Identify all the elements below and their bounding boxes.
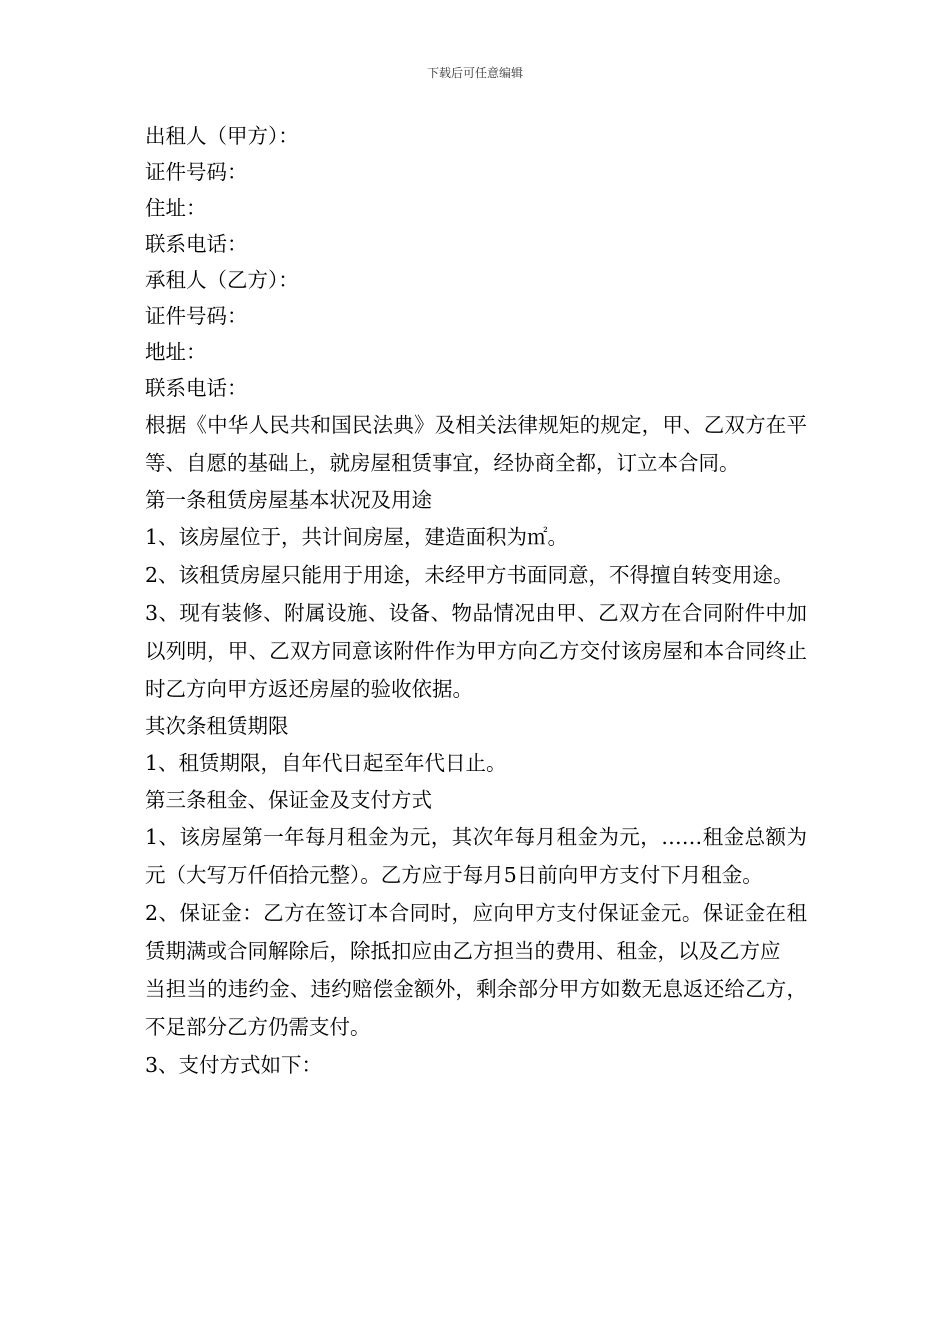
lessee-phone-label: 联系电话： — [145, 376, 248, 400]
article-3-clause-2-continued: 当担当的违约金、违约赔偿金额外，剩余部分甲方如数无息返还给乙方，不足部分乙方仍需支付。 — [145, 977, 807, 1039]
lessee-address-label: 地址： — [145, 340, 207, 364]
preamble-paragraph: 根据《中华人民共和国民法典》及相关法律规矩的规定，甲、乙双方在平等、自愿的基础上，就房屋租赁事宜，经协商全都，订立本合同。 — [145, 413, 807, 475]
lessor-id-number-label: 证件号码： — [145, 160, 248, 184]
page-header: 下载后可任意编辑 — [426, 66, 523, 80]
article-3-clause-1: 1、该房屋第一年每月租金为元，其次年每月租金为元，……租金总额为元（大写万仟佰拾元整）。乙方应于每月5日前向甲方支付下月租金。 — [145, 825, 807, 887]
article-1-heading: 第一条租赁房屋基本状况及用途 — [145, 488, 432, 512]
document-body — [145, 118, 807, 1084]
article-3-heading: 第三条租金、保证金及支付方式 — [145, 788, 432, 812]
lessor-label: 出租人（甲方）： — [145, 124, 299, 148]
article-1-clause-3: 3、现有装修、附属设施、设备、物品情况由甲、乙双方在合同附件中加以列明，甲、乙双方同意该附件作为甲方向乙方交付该房屋和本合同终止时乙方向甲方返还房屋的验收依据。 — [145, 601, 807, 701]
lessee-id-number-label: 证件号码： — [145, 304, 248, 328]
lessee-label: 承租人（乙方）： — [145, 268, 299, 292]
article-1-clause-1: 1、该房屋位于，共计间房屋，建造面积为㎡。 — [145, 525, 569, 549]
article-1-clause-2: 2、该租赁房屋只能用于用途，未经甲方书面同意，不得擅自转变用途。 — [145, 563, 794, 587]
article-2-clause-1: 1、租赁期限，自年代日起至年代日止。 — [145, 751, 507, 775]
article-3-clause-2: 2、保证金：乙方在签订本合同时，应向甲方支付保证金元。保证金在租赁期满或合同解除后，除抵扣应由乙方担当的费用、租金，以及乙方应 — [145, 901, 807, 963]
article-2-heading: 其次条租赁期限 — [145, 714, 289, 738]
lessor-address-label: 住址： — [145, 196, 207, 220]
article-3-clause-3: 3、支付方式如下： — [145, 1053, 323, 1077]
lessor-phone-label: 联系电话： — [145, 232, 248, 256]
